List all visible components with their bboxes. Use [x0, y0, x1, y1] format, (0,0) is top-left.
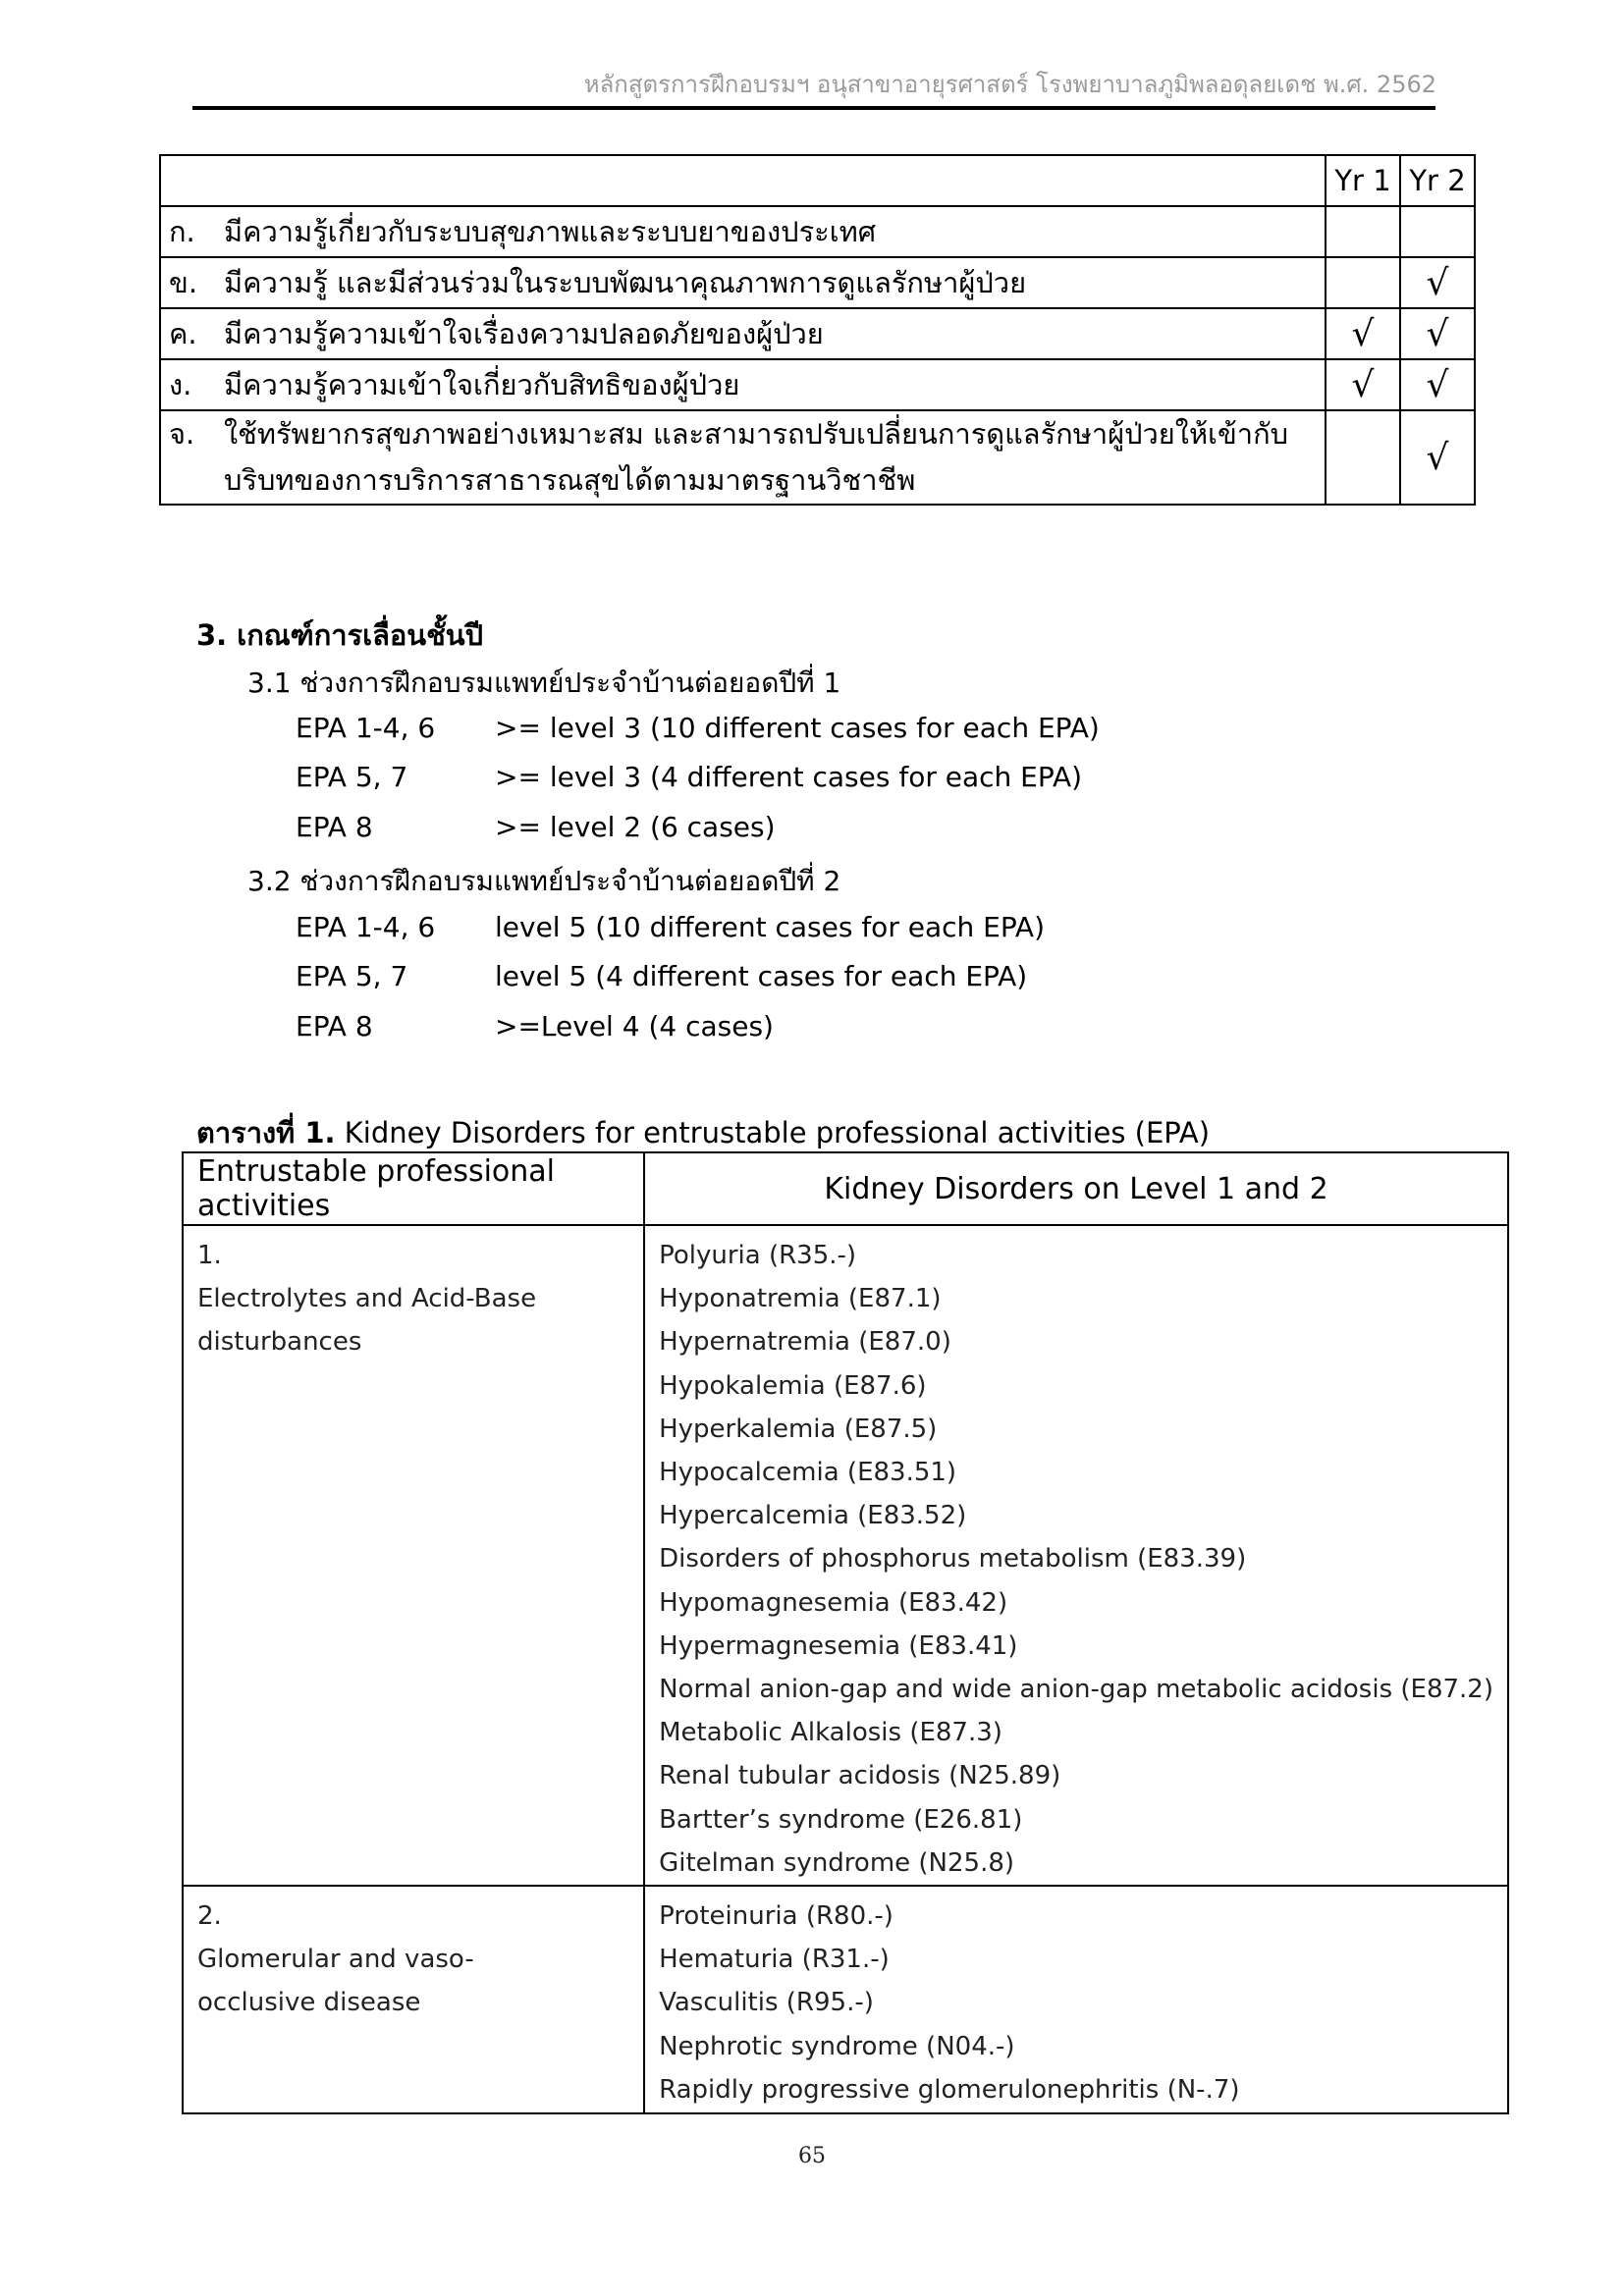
caption-label: ตารางที่ 1. — [196, 1116, 336, 1149]
disorder-item: Bartter’s syndrome (E26.81) — [659, 1804, 1023, 1835]
epa-table-header-row — [183, 1152, 1508, 1225]
caption-title: Kidney Disorders for entrustable professional activities (EPA) — [335, 1116, 1211, 1149]
check-mark: √ — [1426, 437, 1449, 478]
disorder-item: Proteinuria (R80.-) — [659, 1901, 893, 1932]
criteria-row — [296, 1010, 774, 1042]
competency-cell — [160, 359, 1326, 410]
row-letter: ก. — [169, 215, 195, 248]
check-mark: √ — [1351, 364, 1375, 405]
disorder-item: Nephrotic syndrome (N04.-) — [659, 2031, 1015, 2061]
competency-cell — [160, 308, 1326, 359]
row-text-line2: บริบทของการบริการสาธารณสุขได้ตามมาตรฐานวิชาชีพ — [224, 463, 916, 497]
yr1-cell — [1326, 359, 1400, 410]
table-caption — [196, 1110, 1210, 1155]
disorder-item: Hypomagnesemia (E83.42) — [659, 1587, 1008, 1618]
table-row — [160, 257, 1475, 308]
table-row — [183, 1886, 1508, 2113]
competency-cell — [160, 257, 1326, 308]
disorder-item: Hyperkalemia (E87.5) — [659, 1414, 938, 1444]
competency-table — [159, 154, 1476, 506]
yr1-cell — [1326, 410, 1400, 505]
table-row — [160, 308, 1475, 359]
yr1-cell — [1326, 257, 1400, 308]
row-text: มีความรู้ความเข้าใจเรื่องความปลอดภัยของผู้ป่วย — [224, 317, 824, 350]
disorder-item: Hypercalcemia (E83.52) — [659, 1501, 967, 1531]
table-row — [160, 206, 1475, 257]
header-blank-cell — [160, 155, 1326, 206]
table-row — [160, 359, 1475, 410]
disorder-item: Hematuria (R31.-) — [659, 1945, 890, 1975]
competency-cell — [160, 410, 1326, 505]
criteria-row — [296, 761, 1082, 793]
yr2-header: Yr 2 — [1400, 155, 1475, 206]
disorders-cell — [644, 1225, 1508, 1886]
page-number: 65 — [798, 2144, 826, 2168]
criteria-value: >= level 2 (6 cases) — [495, 811, 776, 843]
disorder-item: Hypermagnesemia (E83.41) — [659, 1630, 1018, 1661]
epa-number: 2. — [197, 1901, 222, 1932]
criteria-key: EPA 8 — [296, 811, 373, 843]
yr1-header: Yr 1 — [1326, 155, 1400, 206]
disorder-item: Hyponatremia (E87.1) — [659, 1284, 942, 1314]
criteria-value: >=Level 4 (4 cases) — [495, 1010, 774, 1042]
disorder-item: Normal anion-gap and wide anion-gap metabolic acidosis (E87.2) — [659, 1675, 1493, 1705]
criteria-value: >= level 3 (10 different cases for each EPA) — [495, 712, 1100, 744]
disorder-item: Hypokalemia (E87.6) — [659, 1370, 927, 1401]
subsection-title: 3.1 ช่วงการฝึกอบรมแพทย์ประจำบ้านต่อยอดปีที่ 1 — [247, 667, 841, 699]
yr2-cell — [1400, 410, 1475, 505]
running-header: หลักสูตรการฝึกอบรมฯ อนุสาขาอายุรศาสตร์ โรงพยาบาลภูมิพลอดุลยเดช พ.ศ. 2562 — [583, 71, 1436, 98]
row-letter: ค. — [169, 317, 197, 350]
criteria-key: EPA 8 — [296, 1010, 373, 1042]
table-row — [160, 410, 1475, 505]
criteria-key: EPA 1-4, 6 — [296, 712, 436, 744]
criteria-row — [296, 960, 1027, 992]
epa-cell — [183, 1225, 644, 1886]
row-text: มีความรู้ความเข้าใจเกี่ยวกับสิทธิของผู้ป่วย — [224, 368, 740, 401]
criteria-value: >= level 3 (4 different cases for each EPA) — [495, 761, 1083, 793]
row-text-line1: ใช้ทรัพยากรสุขภาพอย่างเหมาะสม และสามารถปรับเปลี่ยนการดูแลรักษาผู้ป่วยให้เข้ากับ — [224, 417, 1289, 451]
disorder-item: Hypocalcemia (E83.51) — [659, 1458, 957, 1488]
disorder-item: Vasculitis (R95.-) — [659, 1988, 874, 2018]
table-header-row — [160, 155, 1475, 206]
row-text: มีความรู้เกี่ยวกับระบบสุขภาพและระบบยาของประเทศ — [224, 215, 877, 248]
criteria-key: EPA 5, 7 — [296, 761, 408, 793]
yr1-cell — [1326, 308, 1400, 359]
competency-cell — [160, 206, 1326, 257]
disorder-item: Disorders of phosphorus metabolism (E83.39) — [659, 1544, 1247, 1575]
epa-number: 1. — [197, 1241, 222, 1270]
epa-name: Electrolytes and Acid-Base disturbances — [197, 1284, 537, 1357]
row-text: มีความรู้ และมีส่วนร่วมในระบบพัฒนาคุณภาพการดูแลรักษาผู้ป่วย — [224, 266, 1027, 299]
criteria-row — [296, 811, 776, 843]
disorder-item: Polyuria (R35.-) — [659, 1241, 857, 1270]
row-letter: จ. — [169, 417, 195, 451]
criteria-key: EPA 1-4, 6 — [296, 911, 436, 943]
criteria-row — [296, 712, 1100, 744]
yr2-cell — [1400, 257, 1475, 308]
header-rule — [192, 106, 1435, 110]
table-row — [183, 1225, 1508, 1886]
disorders-cell — [644, 1886, 1508, 2113]
epa-cell — [183, 1886, 644, 2113]
criteria-key: EPA 5, 7 — [296, 960, 408, 992]
yr2-cell — [1400, 308, 1475, 359]
check-mark: √ — [1426, 313, 1449, 354]
subsection-title: 3.2 ช่วงการฝึกอบรมแพทย์ประจำบ้านต่อยอดปีที่ 2 — [247, 865, 841, 897]
disorder-item: Metabolic Alkalosis (E87.3) — [659, 1718, 1002, 1748]
column-header-epa: Entrustable professional activities — [183, 1152, 644, 1225]
row-letter: ข. — [169, 266, 198, 299]
criteria-row — [296, 911, 1045, 943]
column-header-disorders: Kidney Disorders on Level 1 and 2 — [644, 1152, 1508, 1225]
row-letter: ง. — [169, 368, 192, 401]
check-mark: √ — [1426, 364, 1449, 405]
yr2-cell — [1400, 206, 1475, 257]
criteria-value: level 5 (10 different cases for each EPA) — [495, 911, 1046, 943]
epa-name: Glomerular and vaso-occlusive disease — [197, 1945, 474, 2018]
epa-table — [182, 1151, 1509, 2114]
disorder-item: Hypernatremia (E87.0) — [659, 1327, 951, 1358]
disorder-item: Rapidly progressive glomerulonephritis (N-.7) — [659, 2074, 1240, 2105]
criteria-value: level 5 (4 different cases for each EPA) — [495, 960, 1028, 992]
disorder-item: Gitelman syndrome (N25.8) — [659, 1847, 1015, 1878]
section-title: 3. เกณฑ์การเลื่อนชั้นปี — [196, 618, 483, 652]
yr2-cell — [1400, 359, 1475, 410]
check-mark: √ — [1426, 262, 1449, 303]
disorder-item: Renal tubular acidosis (N25.89) — [659, 1761, 1061, 1791]
yr1-cell — [1326, 206, 1400, 257]
check-mark: √ — [1351, 313, 1375, 354]
